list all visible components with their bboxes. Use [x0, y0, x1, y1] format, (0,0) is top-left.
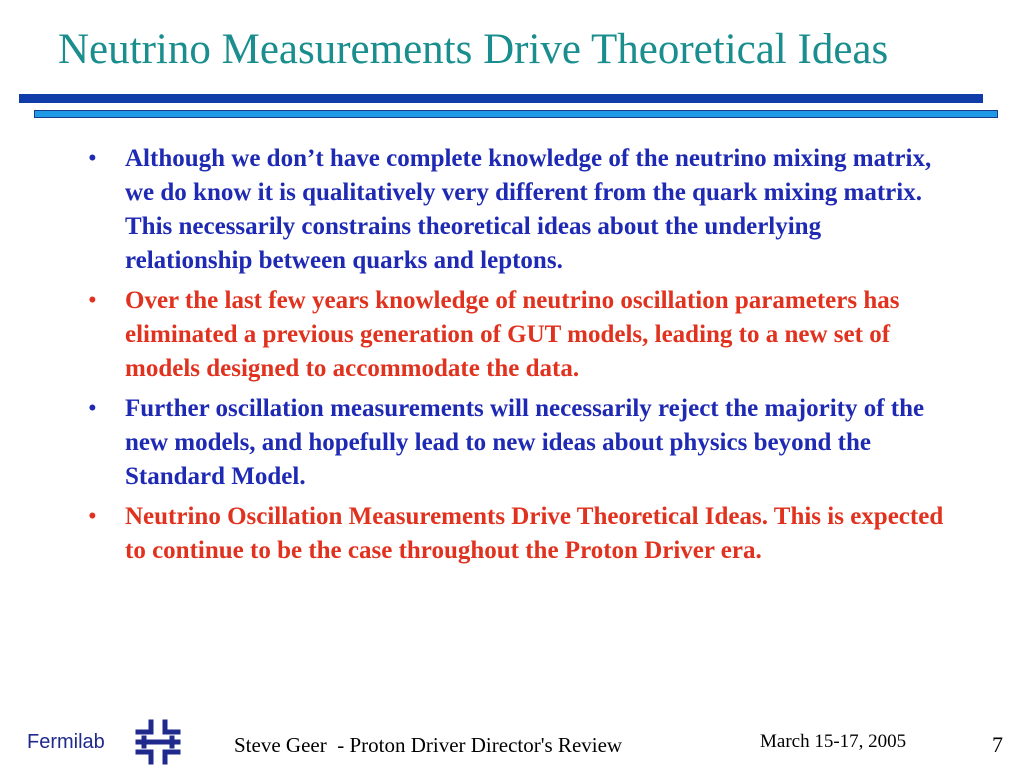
- bullet-item: [88, 142, 948, 278]
- bullet-text: Neutrino Oscillation Measurements Drive Theoretical Ideas. This is expected to continue to be the case throughout the Proton Driver era.: [125, 503, 944, 564]
- title-rule-light: [34, 110, 998, 118]
- bullet-marker: •: [88, 395, 97, 422]
- footer-organization: Fermilab: [27, 731, 105, 753]
- bullet-item: [88, 284, 948, 386]
- bullet-text: Over the last few years knowledge of neutrino oscillation parameters has eliminated a previous generation of GUT models, leading to a new set of models designed to accommodate the data.: [125, 287, 900, 382]
- bullet-text: Although we don’t have complete knowledge of the neutrino mixing matrix, we do know it is qualitatively very different from the quark mixing matrix. This necessarily constrains theoretical ideas about the underlying relationship between quarks and leptons.: [125, 145, 932, 274]
- slide-title: Neutrino Measurements Drive Theoretical Ideas: [58, 26, 889, 73]
- bullet-marker: •: [88, 503, 97, 530]
- bullet-marker: •: [88, 287, 97, 314]
- title-rule-dark: [19, 94, 983, 103]
- bullet-text: Further oscillation measurements will necessarily reject the majority of the new models, and hopefully lead to new ideas about physics beyond the Standard Model.: [125, 395, 925, 490]
- footer-date: March 15-17, 2005: [760, 731, 907, 752]
- bullet-list: [88, 142, 948, 574]
- page-number: 7: [992, 732, 1003, 757]
- fermilab-logo-icon: [134, 718, 182, 766]
- bullet-marker: •: [88, 145, 97, 172]
- bullet-item: [88, 392, 948, 494]
- footer-presenter-event: Steve Geer - Proton Driver Director's Review: [234, 733, 623, 757]
- bullet-item: [88, 500, 948, 568]
